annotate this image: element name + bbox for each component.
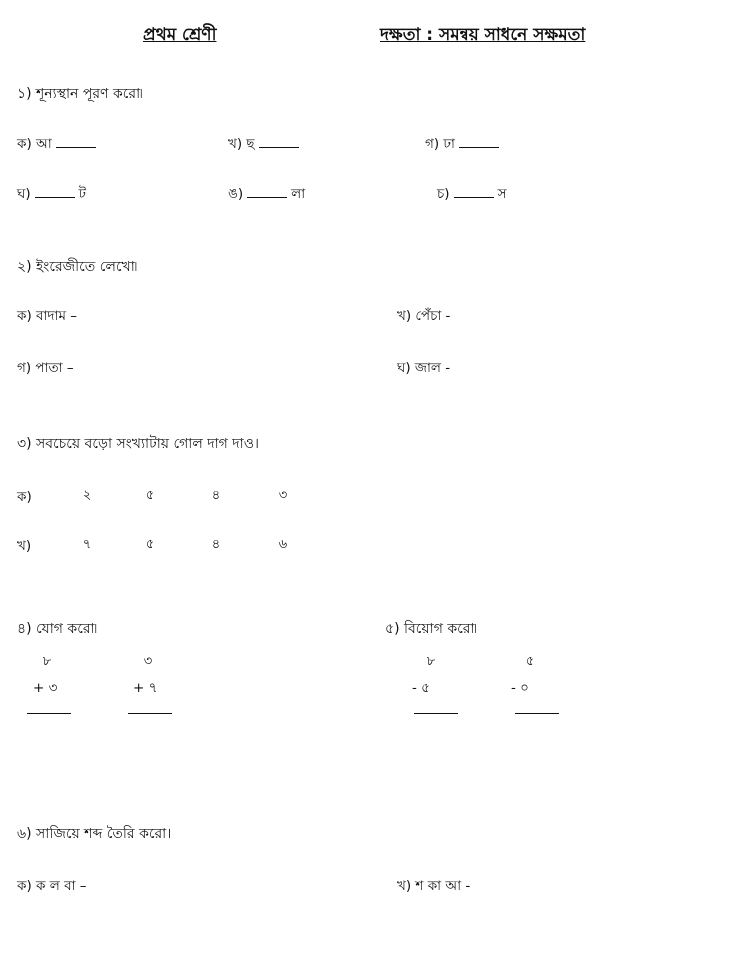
- q1-item-cha: চ) স: [437, 186, 507, 202]
- addend-bottom: + ৩: [33, 680, 58, 696]
- subtrahend-bottom: - ৫: [412, 680, 430, 696]
- q3-row-label: খ): [17, 538, 32, 554]
- q5-title: ৫) বিয়োগ করো৷: [385, 621, 477, 637]
- q1-item-ga: [425, 133, 503, 156]
- q2-item-gha: ঘ) জাল -: [397, 360, 451, 376]
- class-title: প্রথম শ্রেণী: [143, 25, 217, 45]
- q1-item-label: খ) ছ: [228, 136, 255, 152]
- q3-number[interactable]: ৪: [211, 488, 221, 503]
- q3-number[interactable]: ৪: [211, 537, 221, 552]
- q2-title: ২) ইংরেজীতে লেখো৷: [17, 259, 138, 275]
- q1-item-kha: [228, 133, 303, 156]
- q1-item-gha: ঘ) ট: [17, 186, 86, 202]
- q1-item-label: ঙ): [228, 186, 244, 202]
- addend-top: ৮: [42, 654, 52, 669]
- q2-item-kha: খ) পেঁচা -: [397, 308, 451, 324]
- fill-blank[interactable]: [454, 196, 494, 198]
- q1-title: ১) শূন্যস্থান পূরণ করো৷: [17, 86, 143, 102]
- fill-blank[interactable]: [247, 196, 287, 198]
- subtrahend-bottom: - ০: [511, 680, 529, 696]
- q3-number[interactable]: ৭: [82, 537, 92, 552]
- q3-number[interactable]: ৫: [145, 537, 155, 552]
- q6-title: ৬) সাজিয়ে শব্দ তৈরি করো।: [17, 826, 172, 842]
- fill-blank[interactable]: [259, 146, 299, 148]
- q1-item-uma: ঙ) লা: [228, 186, 306, 202]
- answer-line[interactable]: [27, 713, 71, 714]
- skill-title: দক্ষতা : সমন্বয় সাধনে সক্ষমতা: [380, 25, 586, 45]
- q3-number[interactable]: ২: [82, 488, 92, 503]
- q4-title: ৪) যোগ করো৷: [17, 621, 97, 637]
- q2-item-ga: গ) পাতা –: [17, 360, 74, 376]
- q3-number[interactable]: ৬: [278, 537, 288, 552]
- q6-item-ka: ক) ক ল বা –: [17, 878, 87, 894]
- q3-number[interactable]: ৫: [145, 488, 155, 503]
- minuend-top: ৮: [426, 654, 436, 669]
- q1-item-ka: [17, 133, 100, 156]
- answer-line[interactable]: [128, 713, 172, 714]
- q1-item-label: ঘ): [17, 186, 31, 202]
- q1-item-label: চ): [437, 186, 450, 202]
- answer-line[interactable]: [515, 713, 559, 714]
- fill-blank[interactable]: [459, 146, 499, 148]
- addend-top: ৩: [143, 654, 153, 669]
- q1-item-label: ক) আ: [17, 136, 52, 152]
- q3-title: ৩) সবচেয়ে বড়ো সংখ্যাটায় গোল দাগ দাও।: [17, 436, 260, 452]
- answer-line[interactable]: [414, 713, 458, 714]
- minuend-top: ৫: [525, 654, 535, 669]
- fill-blank[interactable]: [56, 146, 96, 148]
- q3-row-label: ক): [17, 489, 32, 505]
- q2-item-ka: ক) বাদাম –: [17, 308, 77, 324]
- q3-number[interactable]: ৩: [278, 488, 288, 503]
- addend-bottom: + ৭: [133, 680, 158, 696]
- fill-blank[interactable]: [35, 196, 75, 198]
- q6-item-kha: খ) শ কা আ -: [397, 878, 471, 894]
- q1-item-label: গ) ঢা: [425, 136, 455, 152]
